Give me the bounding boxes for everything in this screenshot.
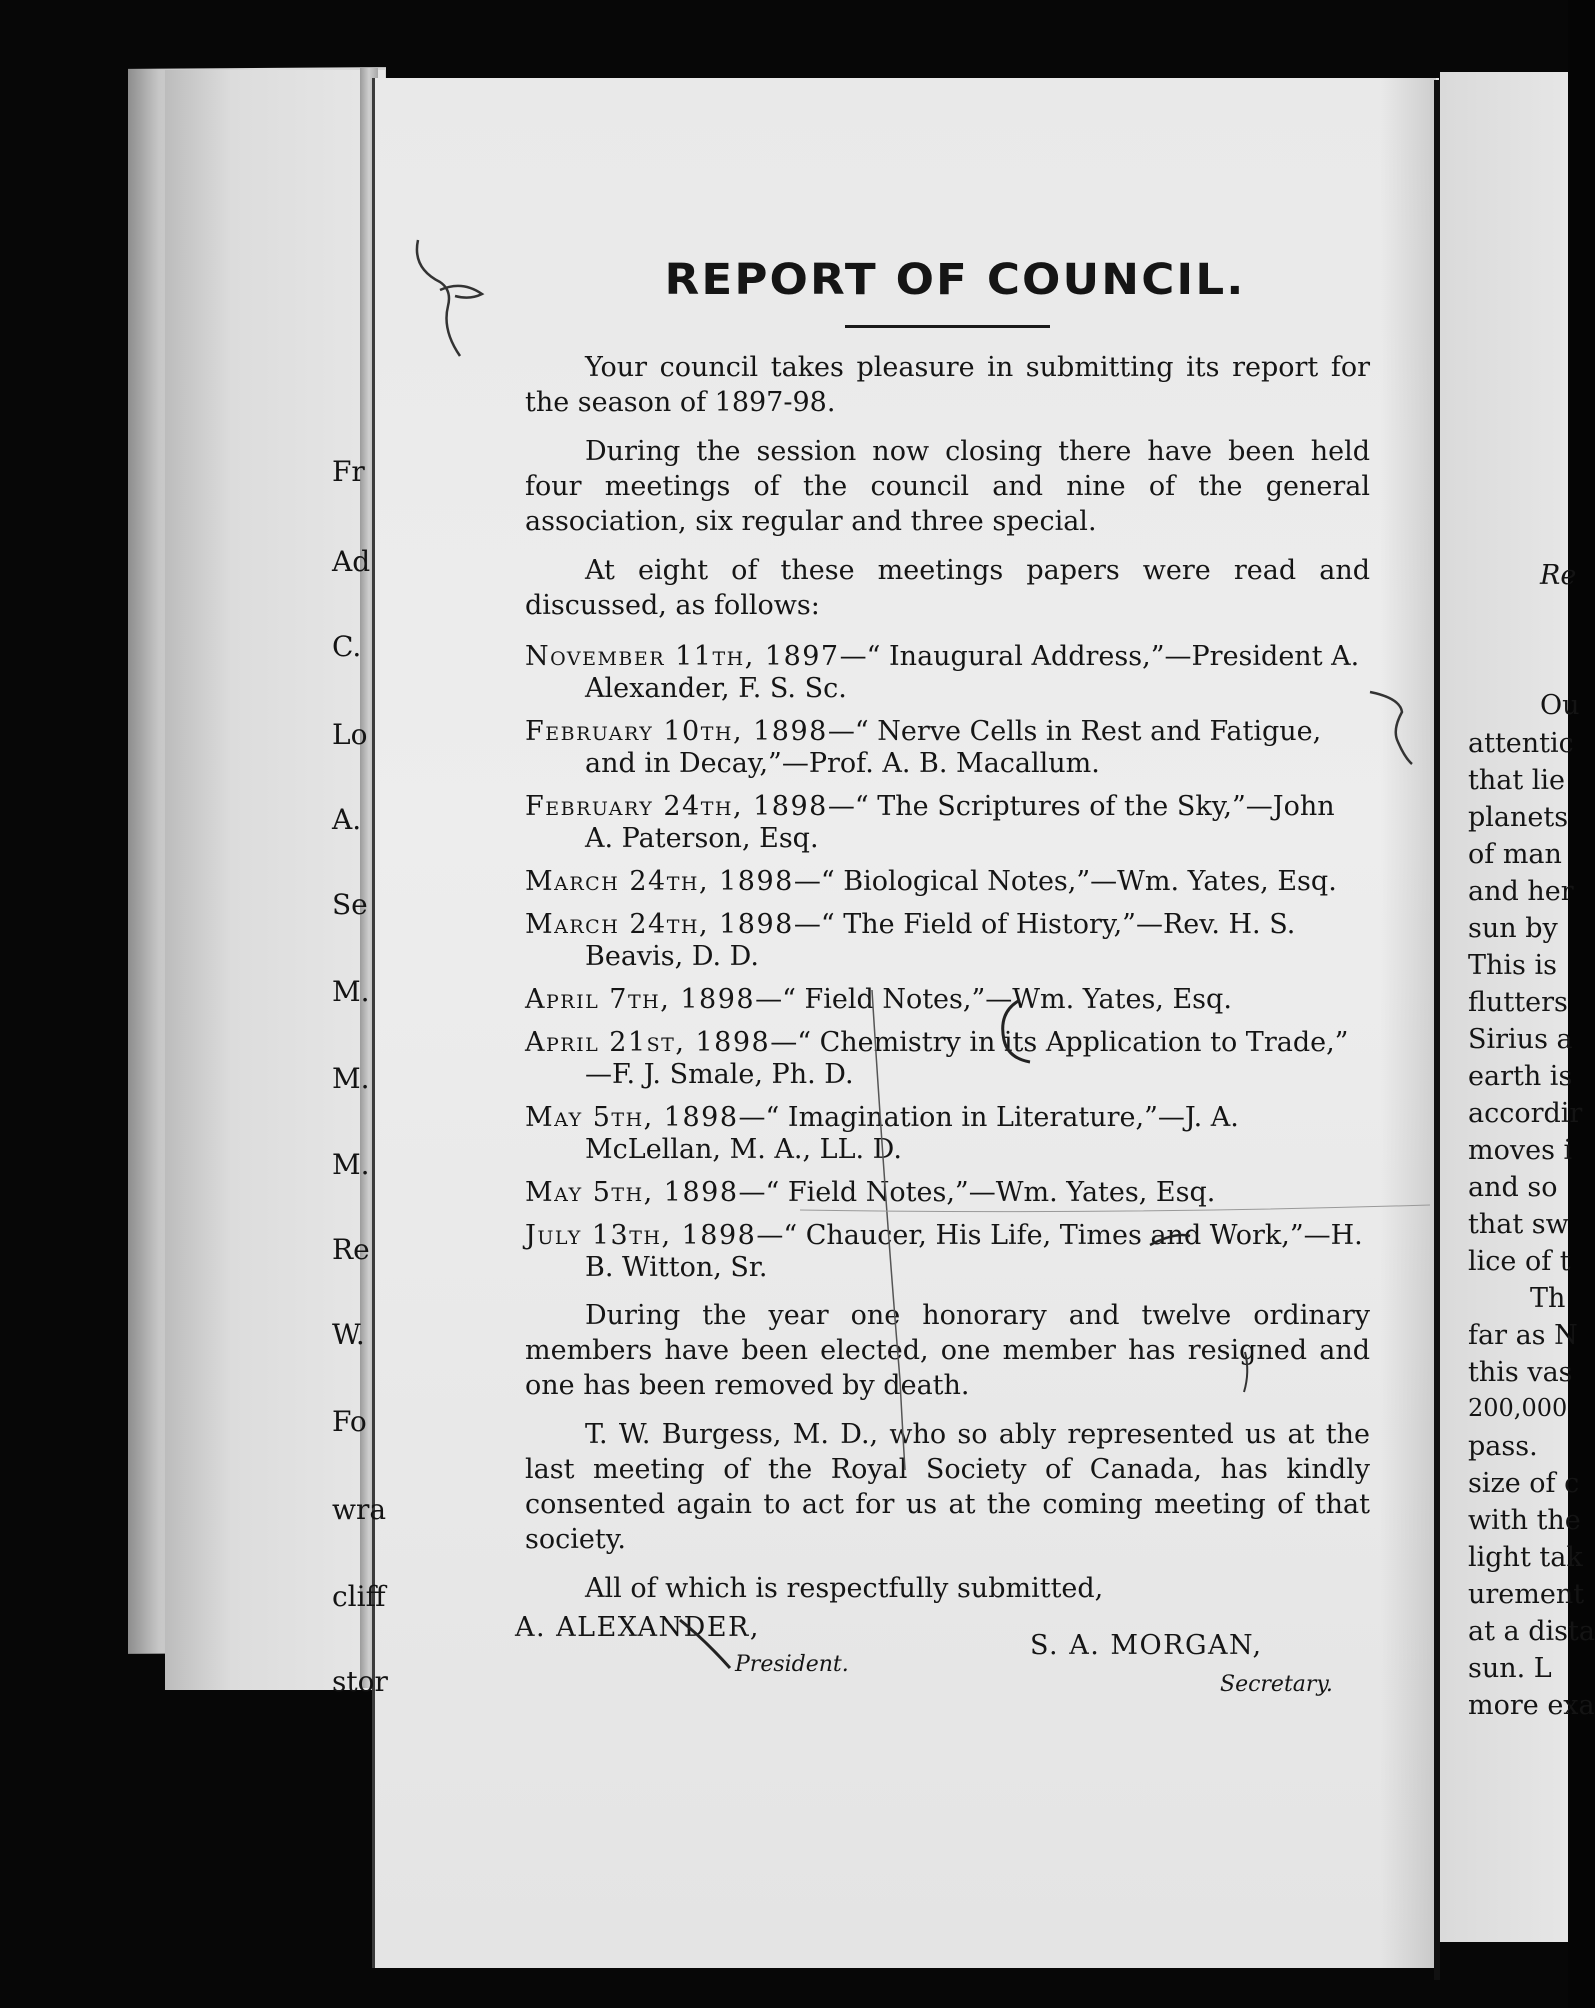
meeting-date: March 24th, 1898	[525, 909, 794, 940]
right-fragment: and so	[1468, 1172, 1558, 1203]
right-fragment: sun by	[1468, 913, 1558, 944]
right-fragment: that sw	[1468, 1209, 1569, 1240]
meeting-entry	[525, 909, 1370, 973]
submission-line: All of which is respectfully submitted,	[585, 1573, 1104, 1604]
meeting-date: April 21st, 1898	[525, 1027, 771, 1058]
royal-society-paragraph: T. W. Burgess, M. D., who so ably represented us at the last meeting of the Royal Society of Canada, has kindly consented again to act for us at the coming meeting of that society.	[525, 1419, 1370, 1555]
session-paragraph: During the session now closing there have been held four meetings of the council and nine of the general association, six regular and three special.	[525, 436, 1370, 537]
meeting-date: November 11th, 1897	[525, 641, 840, 672]
meeting-date: February 10th, 1898	[525, 716, 828, 747]
right-fragment: far as N	[1468, 1320, 1578, 1351]
left-fragment: W.	[332, 1318, 365, 1351]
secretary-title: Secretary.	[1220, 1672, 1333, 1697]
meeting-paper: —“ Field Notes,”—Wm. Yates, Esq.	[755, 984, 1232, 1015]
meeting-date: May 5th, 1898	[525, 1177, 739, 1208]
intro-paragraph: Your council takes pleasure in submitting its report for the season of 1897-98.	[525, 352, 1370, 418]
right-fragment: moves i	[1468, 1135, 1573, 1166]
meeting-entry	[525, 866, 1370, 898]
meeting-entry	[525, 984, 1370, 1016]
right-fragment: This is	[1468, 950, 1557, 981]
left-fragment: M.	[332, 975, 370, 1008]
signature-block	[515, 1612, 1370, 1722]
title-divider	[845, 325, 1050, 328]
right-fragment: flutters	[1468, 987, 1568, 1018]
page-title: REPORT OF COUNCIL.	[664, 255, 1246, 305]
right-page-divider	[1434, 80, 1440, 1980]
right-fragment: 200,000	[1468, 1394, 1568, 1422]
left-fragment: M.	[332, 1062, 370, 1095]
meeting-entry	[525, 1177, 1370, 1209]
left-fragment: Se	[332, 888, 368, 921]
meeting-entry	[525, 1027, 1370, 1091]
meeting-entry	[525, 716, 1370, 780]
right-fragment: Re	[1540, 560, 1577, 591]
right-fragment: of man	[1468, 839, 1562, 870]
right-fragment: and her	[1468, 876, 1574, 907]
right-fragment: lice of t	[1468, 1246, 1571, 1277]
meeting-paper: —“ Biological Notes,”—Wm. Yates, Esq.	[793, 866, 1337, 897]
meeting-paper: —“ Chaucer, His Life, Times and Work,”—H. B. Witton, Sr.	[585, 1220, 1363, 1283]
meeting-entry	[525, 791, 1370, 855]
right-fragment: this vas	[1468, 1357, 1573, 1388]
meeting-paper: —“ Chemistry in its Application to Trade,” —F. J. Smale, Ph. D.	[585, 1027, 1349, 1090]
meeting-entry	[525, 641, 1370, 705]
right-fragment: with the	[1468, 1505, 1581, 1536]
right-fragment: more exa	[1468, 1690, 1595, 1721]
meeting-paper: —“ Imagination in Literature,”—J. A. McLellan, M. A., LL. D.	[585, 1102, 1239, 1165]
left-fragment: M.	[332, 1148, 370, 1181]
left-fragment: Re	[332, 1233, 370, 1266]
president-title: President.	[735, 1652, 849, 1677]
right-fragment: urement	[1468, 1579, 1585, 1610]
page-shadow	[1380, 78, 1436, 1968]
meetings-intro-paragraph: At eight of these meetings papers were read and discussed, as follows:	[525, 555, 1370, 621]
left-fragment: Fr	[332, 455, 365, 488]
meeting-date: March 24th, 1898	[525, 866, 794, 897]
right-fragment: Ou	[1540, 690, 1580, 721]
right-fragment: planets	[1468, 802, 1569, 833]
left-fragment: C.	[332, 630, 362, 663]
meeting-paper: —“ Inaugural Address,”—President A. Alexander, F. S. Sc.	[585, 641, 1360, 704]
meeting-paper: —“ Field Notes,”—Wm. Yates, Esq.	[738, 1177, 1216, 1208]
meeting-date: February 24th, 1898	[525, 791, 828, 822]
meeting-paper: —“ Nerve Cells in Rest and Fatigue, and in Decay,”—Prof. A. B. Macallum.	[585, 716, 1322, 779]
right-fragment: accordir	[1468, 1098, 1583, 1129]
meeting-entry	[525, 1220, 1370, 1284]
secretary-name: S. A. MORGAN,	[1030, 1630, 1263, 1661]
left-fragment: Fo	[332, 1405, 367, 1438]
right-fragment: attentic	[1468, 728, 1574, 759]
meeting-date: April 7th, 1898	[525, 984, 756, 1015]
left-page	[165, 70, 385, 1690]
meeting-entry	[525, 1102, 1370, 1166]
left-fragment: wra	[332, 1493, 387, 1526]
right-fragment: that lie	[1468, 765, 1566, 796]
meeting-paper: —“ The Field of History,”—Rev. H. S. Beavis, D. D.	[585, 909, 1296, 972]
right-fragment: size of c	[1468, 1468, 1580, 1499]
right-fragment: light tak	[1468, 1542, 1583, 1573]
president-name: A. ALEXANDER,	[515, 1612, 760, 1643]
left-fragment: A.	[332, 803, 362, 836]
meeting-paper: —“ The Scriptures of the Sky,”—John A. Paterson, Esq.	[585, 791, 1335, 854]
right-fragment: sun. L	[1468, 1653, 1552, 1684]
meeting-date: May 5th, 1898	[525, 1102, 739, 1133]
meeting-date: July 13th, 1898	[525, 1220, 757, 1251]
right-fragment: Sirius a	[1468, 1024, 1573, 1055]
left-fragment: Ad	[332, 545, 371, 578]
left-fragment: Lo	[332, 718, 368, 751]
meeting-list	[525, 641, 1370, 1284]
left-fragment: cliff	[332, 1580, 386, 1613]
left-fragment: stor	[332, 1665, 388, 1698]
right-fragment: pass.	[1468, 1431, 1538, 1462]
report-body	[515, 255, 1370, 1722]
membership-paragraph: During the year one honorary and twelve ordinary members have been elected, one member has resigned and one has been removed by death.	[525, 1300, 1370, 1401]
right-fragment: earth is	[1468, 1061, 1573, 1092]
right-fragment: Th	[1530, 1283, 1566, 1314]
right-fragment: at a dista	[1468, 1616, 1595, 1647]
